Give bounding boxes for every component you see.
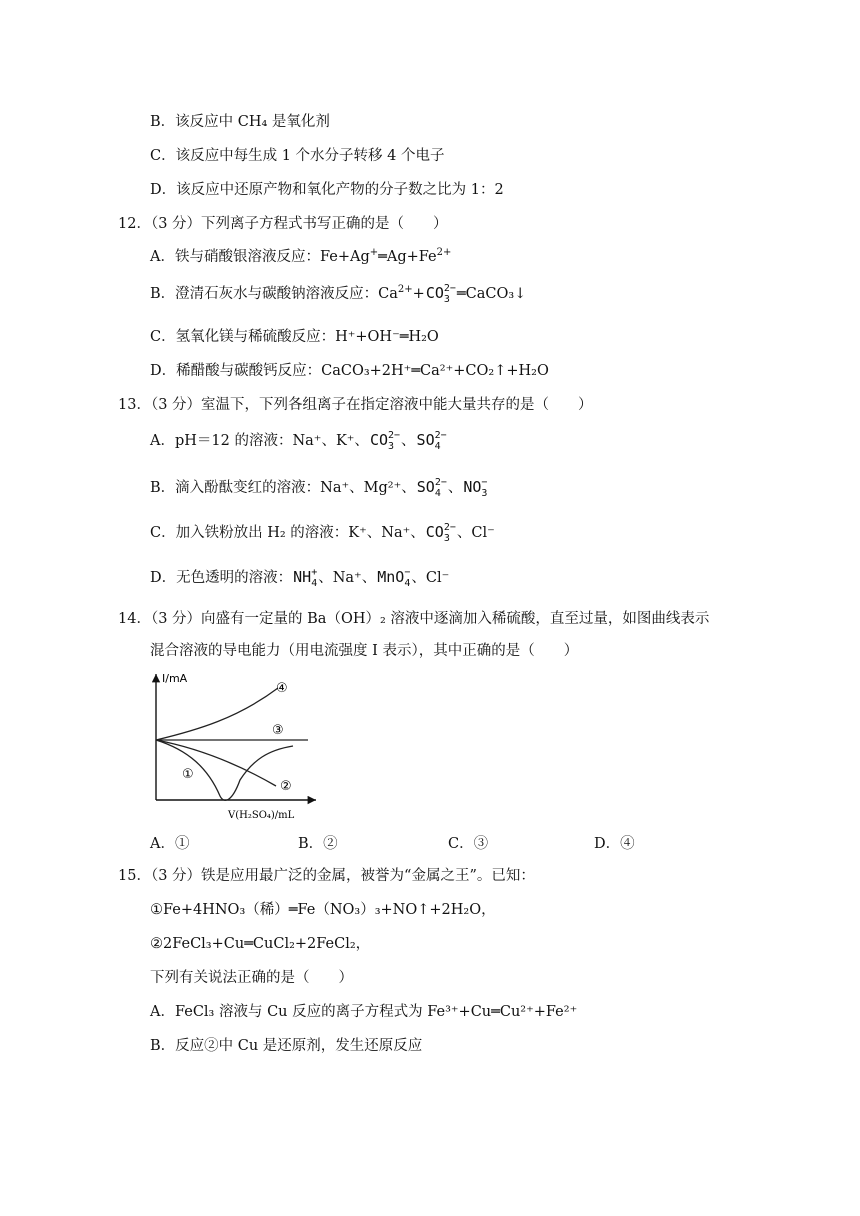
sulfate-ion: SO 2− 4: [416, 430, 447, 452]
q14-answer-b: B．②: [298, 836, 338, 852]
q14-answer-c: C．③: [448, 836, 489, 852]
curve-label-2: ②: [280, 779, 292, 794]
curve-label-4: ④: [276, 681, 288, 696]
q15-stem: 15．（3 分）铁是应用最广泛的金属，被誉为“金属之王”。已知：: [118, 868, 535, 884]
sulfate-ion: SO 2− 4: [416, 477, 447, 499]
q13-option-b: B．滴入酚酞变红的溶液：Na⁺、Mg²⁺、SO 2− 4 、NO − 3: [150, 477, 488, 499]
q13-stem: 13．（3 分）室温下，下列各组离子在指定溶液中能大量共存的是（ ）: [118, 397, 593, 413]
q12-option-d: D．稀醋酸与碳酸钙反应：CaCO₃+2H⁺═Ca²⁺+CO₂↑+H₂O: [150, 363, 549, 379]
q12-option-c: C．氢氧化镁与稀硫酸反应：H⁺+OH⁻═H₂O: [150, 329, 439, 345]
q11-option-b: B．该反应中 CH₄ 是氧化剂: [150, 114, 330, 130]
q13-option-a: A．pH＝12 的溶液：Na⁺、K⁺、CO 2− 3 、SO 2− 4: [150, 430, 447, 452]
ammonium-ion: NH + 4: [293, 567, 318, 589]
q12-stem: 12．（3 分）下列离子方程式书写正确的是（ ）: [118, 216, 448, 232]
curve-1: [156, 740, 293, 800]
carbonate-ion: CO 2− 3: [369, 430, 401, 452]
carbonate-ion: CO 2− 3: [425, 283, 456, 305]
q14-stem-line1: 14．（3 分）向盛有一定量的 Ba（OH）₂ 溶液中逐滴加入稀硫酸，直至过量，如图曲线表示: [118, 611, 710, 627]
conductivity-curve-figure: [148, 668, 348, 828]
q12-option-a: A．铁与硝酸银溶液反应：$Fe+Ag^+═Ag+Fe^{2+}$: [150, 247, 452, 265]
q15-option-b: B．反应②中 Cu 是还原剂，发生还原反应: [150, 1038, 423, 1054]
curve-label-3: ③: [272, 723, 284, 738]
q11-option-c: C．该反应中每生成 1 个水分子转移 4 个电子: [150, 148, 445, 164]
q15-option-a: A．FeCl₃ 溶液与 Cu 反应的离子方程式为 Fe³⁺+Cu═Cu²⁺+Fe²⁺: [150, 1004, 578, 1020]
q14-stem-line2: 混合溶液的导电能力（用电流强度 I 表示），其中正确的是（ ）: [150, 643, 579, 659]
y-axis-label: I/mA: [162, 672, 188, 685]
q12-option-b: B．澄清石灰水与碳酸钠溶液反应：$Ca^{2+}+CO$ 2− 3 ═CaCO₃↓: [150, 283, 527, 305]
q14-answer-d: D．④: [594, 836, 635, 852]
q11-option-d: D．该反应中还原产物和氧化产物的分子数之比为 1：2: [150, 182, 504, 198]
q15-equation-2: ②2FeCl₃+Cu═CuCl₂+2FeCl₂，: [150, 936, 371, 952]
q15-equation-1: ①Fe+4HNO₃（稀）═Fe（NO₃）₃+NO↑+2H₂O，: [150, 902, 496, 918]
carbonate-ion: CO 2− 3: [425, 522, 456, 544]
q14-answer-a: A．①: [150, 836, 190, 852]
nitrate-ion: NO − 3: [463, 477, 488, 499]
curve-4: [156, 688, 278, 740]
curve-label-1: ①: [182, 767, 194, 782]
q15-question: 下列有关说法正确的是（ ）: [150, 970, 353, 986]
q13-option-c: C．加入铁粉放出 H₂ 的溶液：K⁺、Na⁺、CO 2− 3 、Cl⁻: [150, 522, 495, 544]
q13-option-d: D．无色透明的溶液：NH + 4 、Na⁺、MnO − 4 、Cl⁻: [150, 567, 450, 589]
permanganate-ion: MnO − 4: [377, 567, 411, 589]
x-axis-label: V(H₂SO₄)/mL: [228, 810, 295, 821]
